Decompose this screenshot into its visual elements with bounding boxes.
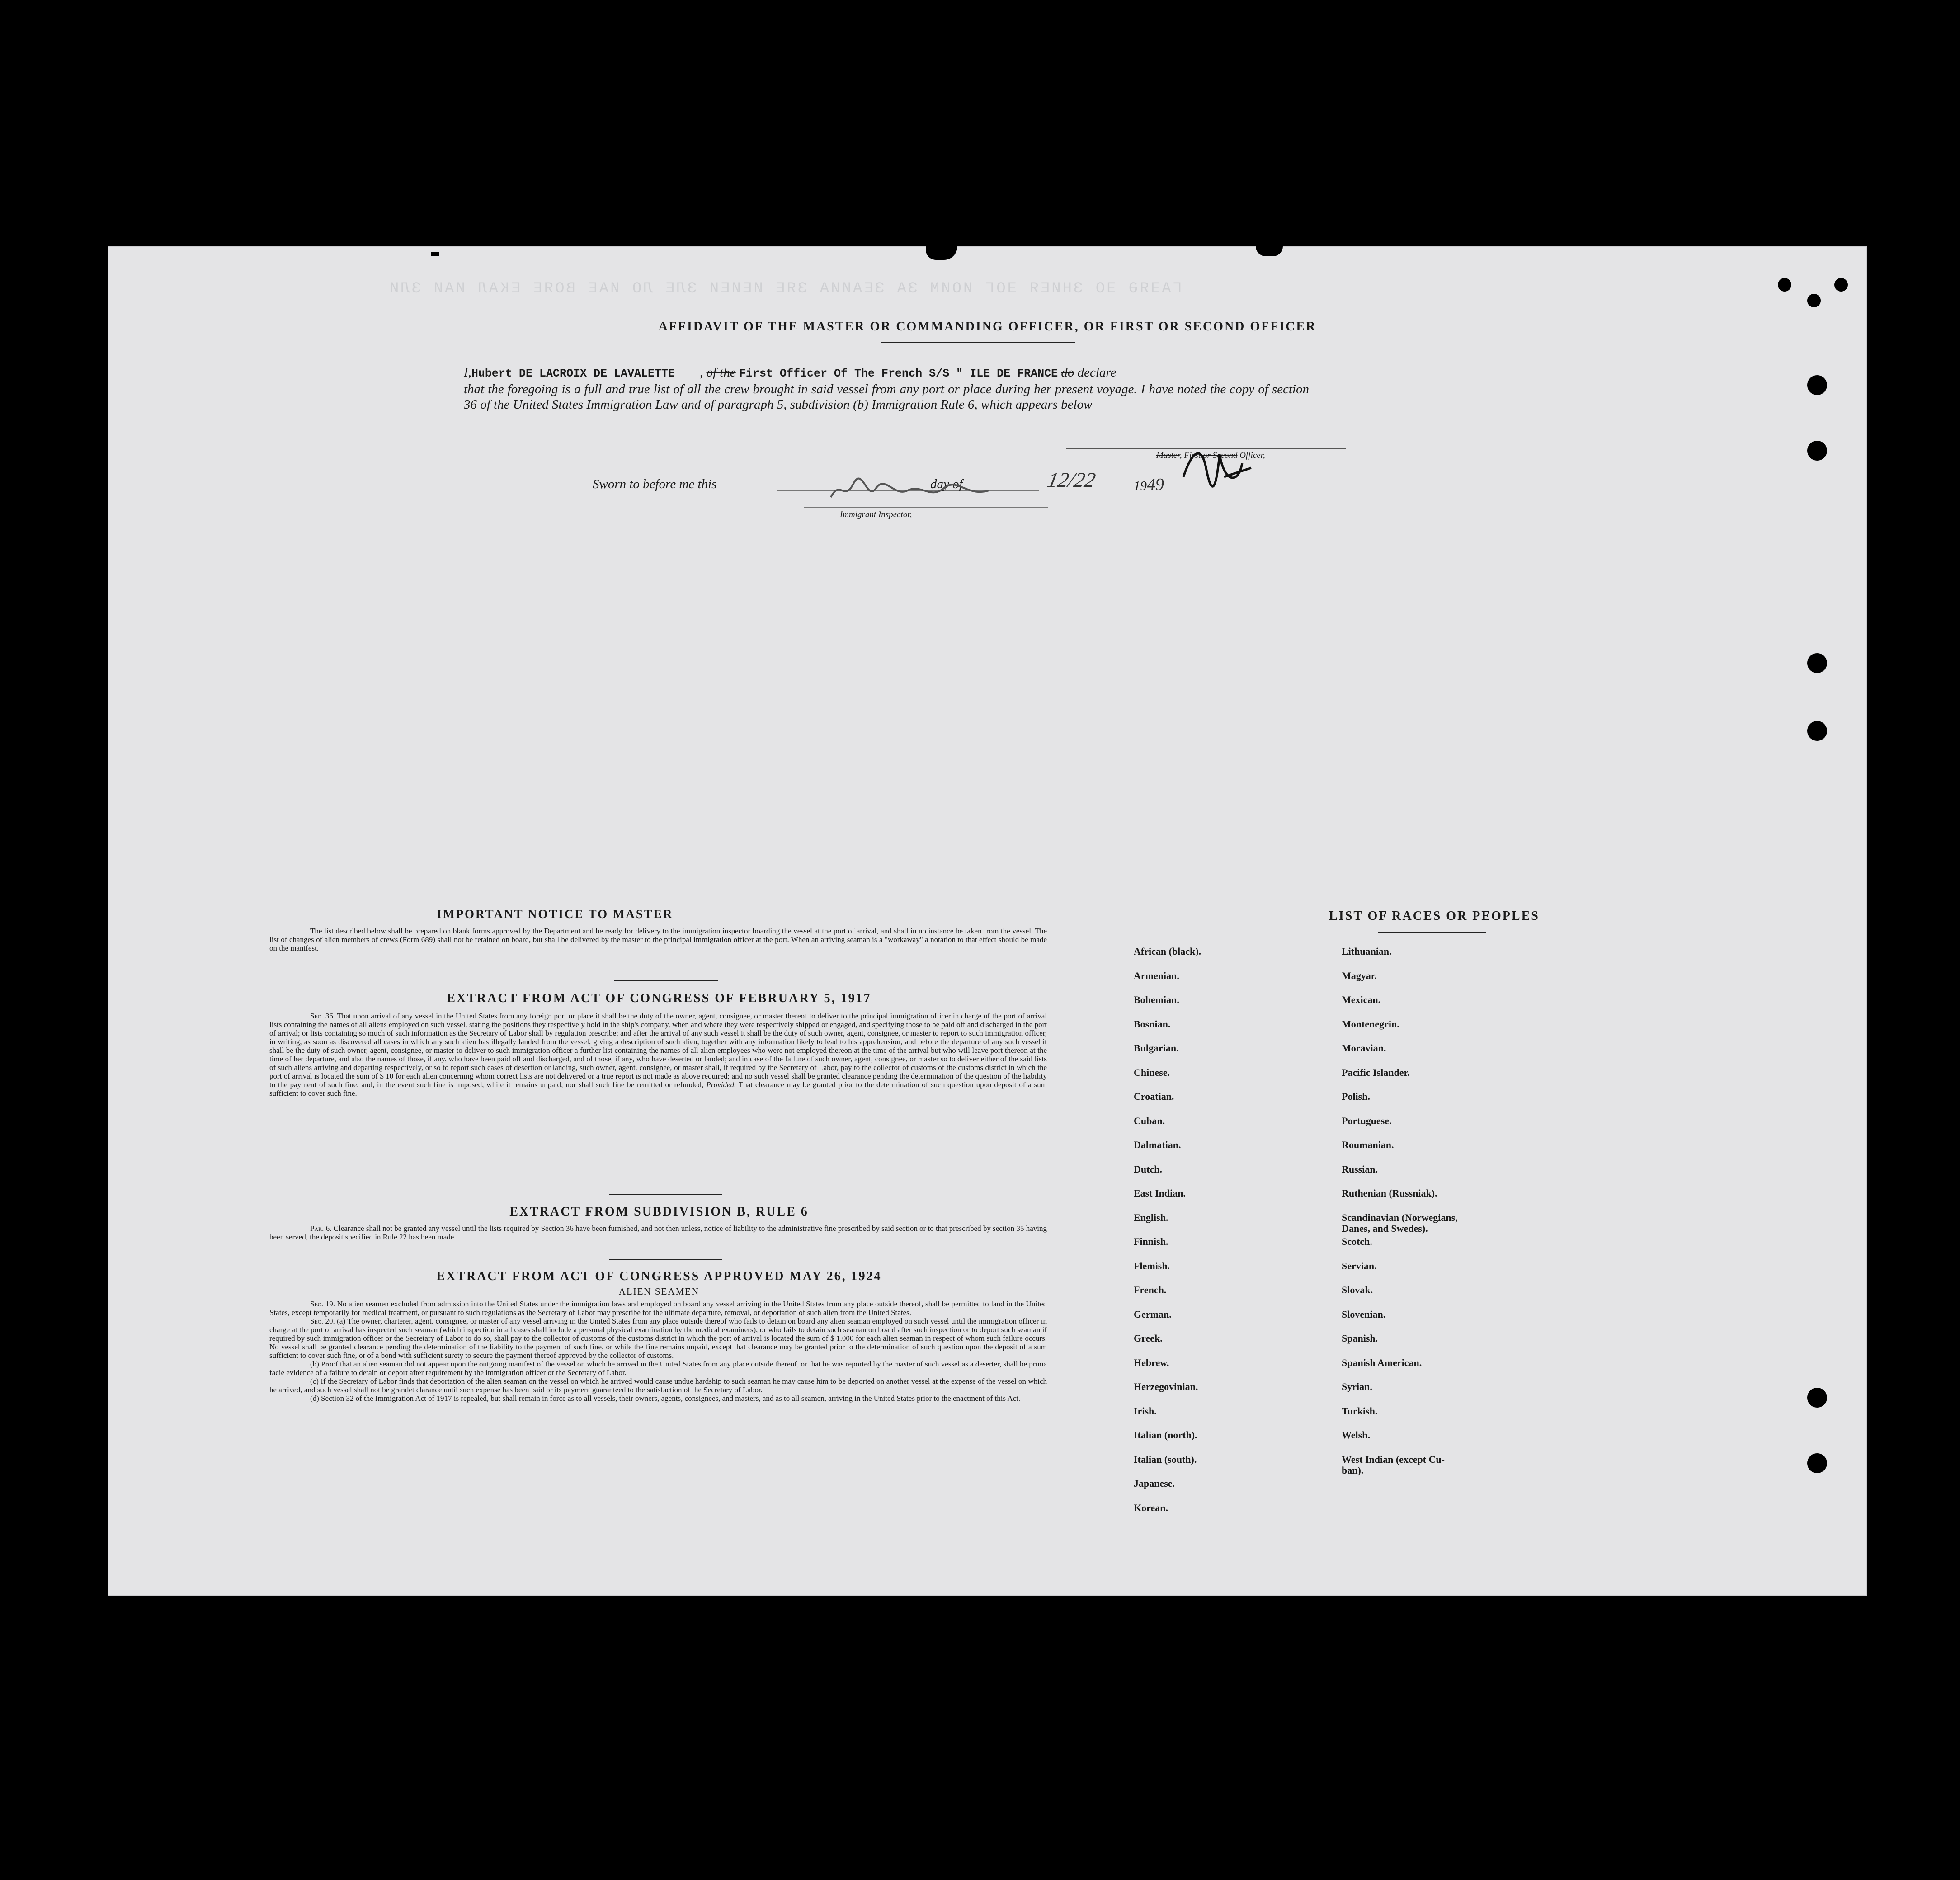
extract-1924-title: EXTRACT FROM ACT OF CONGRESS APPROVED MAY 26, 1924 [436, 1269, 882, 1283]
races-column-1 [1134, 946, 1324, 1527]
inspector-line [804, 507, 1048, 508]
affidavit-declaration [464, 365, 1490, 412]
race-item: Finnish. [1134, 1236, 1168, 1247]
race-item: Syrian. [1342, 1381, 1372, 1392]
bleed-through-header: ГАƎЯӘ ƎО ЗНИЕЯ ƎОГ ИОИМ ЗА ЗЕАИИА ЗЯЕ ИЕИЕИ ЗЛЕ ЛО ИАЕ ВОЯЕ ЕКАЛ ИАИ ЗЛИ [388, 280, 1183, 297]
race-item: Spanish. [1342, 1333, 1378, 1344]
extract-1917-body [269, 1012, 1047, 1098]
binder-hole [1807, 441, 1827, 461]
race-item: Polish. [1342, 1091, 1370, 1102]
binder-hole [1807, 653, 1827, 673]
title-rule [881, 342, 1075, 343]
race-item: Herzegovinian. [1134, 1381, 1198, 1392]
race-item: Italian (south). [1134, 1453, 1197, 1465]
race-item: Japanese. [1134, 1478, 1175, 1489]
inspector-signature [826, 475, 1007, 511]
race-item: Lithuanian. [1342, 946, 1392, 957]
binder-hole [1807, 721, 1827, 741]
label-second: or Second [1202, 451, 1238, 460]
race-item: Irish. [1134, 1405, 1157, 1417]
race-item: French. [1134, 1284, 1167, 1296]
extract-1917-rule [609, 1194, 722, 1195]
race-item: East Indian. [1134, 1187, 1186, 1199]
race-item: Bohemian. [1134, 994, 1179, 1005]
binder-hole [1778, 278, 1791, 292]
sec-20a-text: (a) The owner, charterer, agent, consignee, or master of any vessel arriving in the United States from any place outside thereof who fails to detain on board any alien seaman employed on such vessel until the immigration officer in charge at the port of arrival has inspected such seaman (which inspection in all cases shall include a personal physical examination by the medical examiners), or who fails to detain such seaman on board after such inspection or to deport such seaman if required by such immigration officer or the Secretary of Labor to do so, shall pay to the collector of customs of the customs district in which the port of arrival is located the sum of $ 1.000 for each alien seaman in respect of whom such failure occurs. No vessel shall be granted clearance pending the determination of the liability to the payment of such fine, or while the fine remains unpaid, except that clearance may be granted prior to the determination of such question upon the deposit of a sum sufficient to cover such fine, or of a bond with sufficient surety to secure the payment thereof approved by the collector of customs. [269, 1317, 1047, 1360]
officer-signature [1174, 436, 1265, 509]
race-item: Dalmatian. [1134, 1139, 1181, 1150]
race-item: Chinese. [1134, 1066, 1170, 1078]
race-item: Flemish. [1134, 1260, 1170, 1272]
race-item: Scotch. [1342, 1236, 1372, 1247]
struck-do: do [1061, 365, 1074, 380]
race-item: Welsh. [1342, 1429, 1370, 1441]
race-item: English. [1134, 1211, 1168, 1223]
rule6-body [269, 1224, 1047, 1241]
notice-rule [614, 980, 718, 981]
race-item: Pacific Islander. [1342, 1066, 1410, 1078]
alien-seamen-subtitle: ALIEN SEAMEN [618, 1286, 700, 1297]
date-handwritten: 12/22 [1045, 468, 1098, 491]
year-field [1134, 475, 1164, 495]
race-item: Bulgarian. [1134, 1042, 1179, 1054]
label-first: , First [1179, 451, 1203, 460]
top-edge-tear [431, 252, 439, 256]
affidavit-title: AFFIDAVIT OF THE MASTER OR COMMANDING OFFICER, OR FIRST OR SECOND OFFICER [658, 320, 1317, 334]
race-item: Montenegrin. [1342, 1018, 1399, 1030]
race-item: Armenian. [1134, 970, 1179, 981]
par-6-label: Par. 6. [310, 1224, 332, 1233]
race-item: Dutch. [1134, 1163, 1162, 1175]
race-item: Portuguese. [1342, 1115, 1392, 1126]
notice-body: The list described below shall be prepared on blank forms approved by the Department and be ready for delivery to the immigration inspector boarding the vessel at the port of arrival, and shall in no instance be taken from the vessel. The list of changes of alien members of crews (Form 689) shall not be retained on board, but shall be delivered by the master to the principal immigration officer at the port. When an arriving seaman is a "workaway" a notation to that effect should be made on the manifest. [269, 927, 1047, 952]
race-item: Turkish. [1342, 1405, 1378, 1417]
top-edge-tear [1256, 246, 1283, 256]
sec-19-text: No alien seamen excluded from admission into the United States under the immigration laws and employed on board any vessel arriving in the United States from any place outside thereof, shall be permitted to land in the United States, except temporarily for medical treatment, or pursuant to such regulations as the Secretary of Labor may prescribe for the ultimate departure, removal, or deportation of such alien from the United States. [269, 1300, 1047, 1317]
sec-20c-paragraph: (c) If the Secretary of Labor finds that deportation of the alien seaman on the vessel on which he arrived would cause undue hardship to such seaman he may cause him to be deported on another vessel at the expense of the vessel on which he arrived, and such vessel shall not be grandet clarance until such expense has been paid or its payment guaranteed to the satisfaction of the Secretary of Labor. [269, 1377, 1047, 1394]
binder-hole [1834, 278, 1848, 292]
proviso-text: That clearance may be granted prior to the determination of such question upon deposit of a sum sufficient to cover such fine. [269, 1080, 1047, 1098]
race-item: Hebrew. [1134, 1357, 1169, 1368]
race-item: Ruthenian (Russniak). [1342, 1187, 1437, 1199]
affidavit-prefix: I, [464, 365, 471, 380]
race-item: Slovenian. [1342, 1308, 1386, 1320]
race-item: Mexican. [1342, 994, 1381, 1005]
sec-19-paragraph [269, 1300, 1047, 1317]
sec-36-text: That upon arrival of any vessel in the United States from any foreign port or place it shall be the duty of the owner, agent, consignee, or master thereof to deliver to the principal immigration officer in charge of the port of arrival lists containing the names of all aliens employed on such vessel, stating the positions they respectively hold in the ship's company, when and where they were respectively shipped or engaged, and specifying those to be paid off and discharged in the port of arrival; or lists containing so much of such information as the Secretary of Labor shall by regulation prescribe; and after the arrival of any such vessel it shall be the duty of such owner, agent, consignee, or master to report to such immigration officer, in writing, as soon as discovered all cases in which any such alien has illegally landed from the vessel, giving a description of such alien, together with any information likely to lead to his apprehension; and before the departure of any such vessel it shall be the duty of such owner, agent, consignee, or master to deliver to such immigration officer a further list containing the names of all alien employees who were not employed thereon at the time of the arrival but who will leave port thereon at the time of her departure, and also the names of those, if any, who have been paid off and discharged, and of those, if any, who have deserted or landed; and in case of the failure of such owner, agent, consignee, or master so to deliver either of the said lists of such aliens arriving and departing respectively, or so to report such cases of desertion or landing, such owner, agent, consignee, or master shall, if required by the Secretary of Labor, pay to the collector of customs of the customs district in which the port of arrival is located the sum of $ 10 for each alien concerning whom correct lists are not delivered or a true report is not made as above required; and no such vessel shall be granted clearance pending the determination of the question of the liability to the payment of such fine, and, in the event such fine is imposed, while it remains unpaid; nor shall such fine be remitted or refunded; [269, 1012, 1047, 1089]
top-edge-tear [926, 246, 957, 260]
races-title: LIST OF RACES OR PEOPLES [1329, 909, 1540, 923]
binder-hole [1807, 1453, 1827, 1473]
extract-1917-title: EXTRACT FROM ACT OF CONGRESS OF FEBRUARY 5, 1917 [447, 991, 872, 1005]
inspector-label: Immigrant Inspector, [840, 510, 912, 519]
race-item: German. [1134, 1308, 1172, 1320]
provided-label: Provided. [706, 1080, 736, 1089]
sec-36-label: Sec. 36. [310, 1012, 335, 1020]
sec-20a-paragraph [269, 1317, 1047, 1360]
label-officer: Officer, [1237, 451, 1265, 460]
race-item: Italian (north). [1134, 1429, 1197, 1441]
label-master: Master [1156, 451, 1180, 460]
race-item: African (black). [1134, 946, 1201, 957]
race-item: Cuban. [1134, 1115, 1165, 1126]
extract-1924-body [269, 1300, 1047, 1403]
affidavit-body: that the foregoing is a full and true list of all the crew brought in said vessel from any port or place during her present voyage. I have noted the copy of section 36 of the United States Immigration Law and of paragraph 5, subdivision (b) Immigration Rule 6, which appears below [464, 382, 1309, 412]
sec-19-label: Sec. 19. [310, 1300, 335, 1308]
race-item: Bosnian. [1134, 1018, 1171, 1030]
races-column-2 [1342, 946, 1550, 1478]
race-item: Moravian. [1342, 1042, 1386, 1054]
race-item: West Indian (except Cu- ban). [1342, 1453, 1445, 1476]
race-item: Russian. [1342, 1163, 1378, 1175]
sec-20d-paragraph: (d) Section 32 of the Immigration Act of 1917 is repealed, but shall remain in force as to all vessels, their owners, agents, consignees, and masters, and as to all seamen, arriving in the United States prior to the enactment of this Act. [310, 1394, 1021, 1403]
race-item: Servian. [1342, 1260, 1377, 1272]
declare: declare [1077, 365, 1117, 380]
race-item: Korean. [1134, 1502, 1168, 1513]
race-item: Roumanian. [1342, 1139, 1394, 1150]
officer-position: First Officer Of The French S/S " ILE DE FRANCE [739, 367, 1058, 380]
sec-20b-paragraph: (b) Proof that an alien seaman did not appear upon the outgoing manifest of the vessel on which he arrived in the United States from any place outside thereof, or that he was reported by the master of such vessel as a deserter, shall be prima facie evidence of a failure to detain or deport after requirement by the immigration officer or the Secretary of Labor. [269, 1360, 1047, 1377]
day-of-label: day of [930, 477, 963, 491]
year-prefix: 19 [1134, 479, 1147, 493]
binder-hole [1807, 294, 1821, 307]
races-rule [1378, 932, 1486, 933]
manifest-sheet [108, 246, 1867, 1596]
rule6-rule [609, 1259, 722, 1260]
race-item: Greek. [1134, 1333, 1163, 1344]
sec-20-label: Sec. 20. [310, 1317, 335, 1325]
binder-hole [1807, 1388, 1827, 1408]
notice-title: IMPORTANT NOTICE TO MASTER [437, 907, 674, 921]
sworn-label: Sworn to before me this [593, 477, 717, 491]
race-item: Magyar. [1342, 970, 1377, 981]
officer-name: Hubert DE LACROIX DE LAVALETTE [471, 367, 675, 380]
race-item: Spanish American. [1342, 1357, 1422, 1368]
par-6-text: Clearance shall not be granted any vessel until the lists required by Section 36 have been furnished, and not then unless, notice of liability to the administrative fine prescribed by said section or to that prescribed by section 35 having been served, the deposit specified in Rule 22 has been made. [269, 1224, 1047, 1241]
rule6-title: EXTRACT FROM SUBDIVISION B, RULE 6 [509, 1205, 809, 1219]
comma: , [700, 365, 703, 380]
binder-hole [1807, 375, 1827, 395]
race-item: Croatian. [1134, 1091, 1174, 1102]
race-item: Scandinavian (Norwegians, Danes, and Swedes). [1342, 1211, 1458, 1234]
race-item: Slovak. [1342, 1284, 1373, 1296]
year-handwritten: 49 [1147, 475, 1164, 494]
struck-of-the: of the [706, 365, 736, 380]
